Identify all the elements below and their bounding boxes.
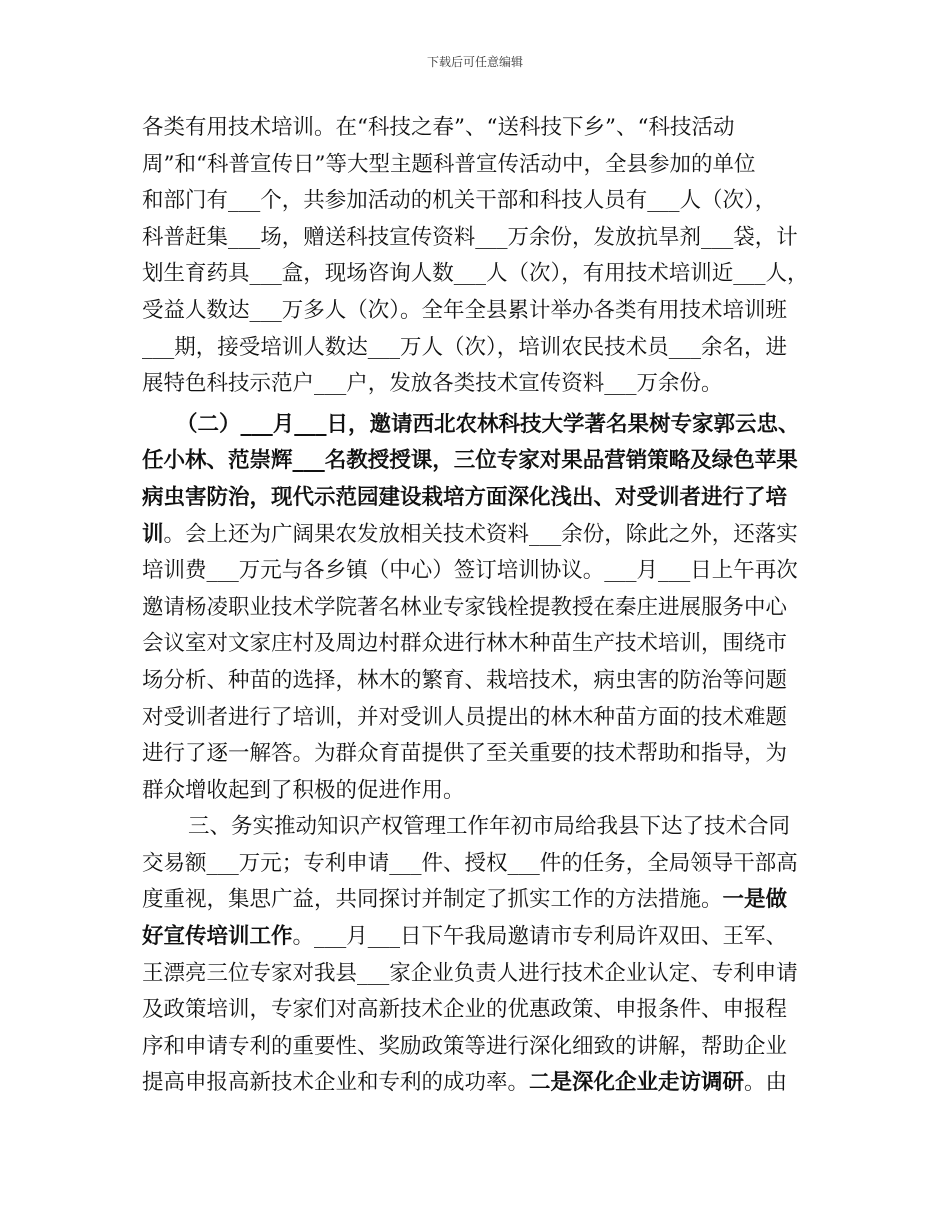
text-line [142, 366, 822, 403]
text-run: 对受训者进行了培训，并对受训人员提出的林木种苗方面的技术难题 [142, 704, 788, 730]
text-line [142, 919, 822, 956]
text-line [142, 663, 822, 700]
text-run: 和部门有___个，共参加活动的机关干部和科技人员有___人（次）， [142, 188, 777, 214]
text-run: 场分析、种苗的选择，林木的繁育、栽培技术，病虫害的防治等问题 [142, 667, 788, 693]
bold-text: 好宣传培训工作 [142, 924, 293, 950]
page-header: 下载后可任意编辑 [426, 55, 523, 69]
text-line [142, 590, 822, 627]
bold-text: （二）___月___日，邀请西北农林科技大学著名果树专家郭云忠、 [176, 411, 800, 437]
text-run: 交易额___万元；专利申请___件、授权___件的任务，全局领导干部高 [142, 850, 798, 876]
text-line [142, 480, 822, 517]
bold-text: 训 [142, 521, 164, 547]
text-line [142, 1029, 822, 1066]
text-run: 划生育药具___盒，现场咨询人数___人（次），有用技术培训近___人， [142, 261, 809, 287]
text-line [142, 773, 822, 810]
text-run: ___期，接受培训人数达___万人（次），培训农民技术员___余名，进 [142, 334, 788, 360]
text-line [142, 183, 822, 220]
bold-text: 一是做 [722, 887, 788, 913]
text-line [142, 330, 822, 367]
text-run: 会议室对文家庄村及周边村群众进行林木种苗生产技术培训，围绕市 [142, 631, 788, 657]
text-run: 群众增收起到了积极的促进作用。 [142, 777, 465, 803]
text-run: 科普赶集___场，赠送科技宣传资料___万余份，发放抗旱剂___袋，计 [142, 224, 798, 250]
text-line [142, 846, 822, 883]
text-run: 及政策培训，专家们对高新技术企业的优惠政策、申报条件、申报程 [142, 997, 788, 1023]
text-line [142, 626, 822, 663]
text-run: 。由 [744, 1070, 788, 1096]
text-line [142, 256, 822, 293]
text-run: 。会上还为广阔果农发放相关技术资料___余份，除此之外，还落实 [163, 521, 798, 547]
text-line [142, 147, 822, 184]
text-line [142, 1065, 822, 1102]
text-run: 各类有用技术培训。在“科技之春”、“送科技下乡”、“科技活动 [142, 115, 735, 140]
text-run: 。___月___日下午我局邀请市专利局许双田、王军、 [292, 924, 788, 950]
text-run: 序和申请专利的重要性、奖励政策等进行深化细致的讲解，帮助企业 [142, 1033, 788, 1059]
text-line [142, 443, 822, 480]
text-run: 展特色科技示范户___户，发放各类技术宣传资料___万余份。 [142, 371, 723, 397]
text-run: 提高申报高新技术企业和专利的成功率。 [142, 1070, 530, 1096]
text-line [142, 700, 822, 737]
text-line [142, 736, 822, 773]
text-line [142, 882, 822, 919]
text-line [142, 517, 822, 554]
text-run: 邀请杨凌职业技术学院著名林业专家钱栓提教授在秦庄进展服务中心 [142, 594, 788, 620]
text-line [142, 293, 822, 330]
bold-text: 二是深化企业走访调研 [529, 1070, 745, 1096]
text-line [142, 220, 822, 257]
text-run: 受益人数达___万多人（次）。全年全县累计举办各类有用技术培训班 [142, 297, 788, 323]
bold-text: 病虫害防治，现代示范园建设栽培方面深化浅出、对受训者进行了培 [142, 484, 788, 510]
text-run: 王漂亮三位专家对我县___家企业负责人进行技术企业认定、专利申请 [142, 960, 798, 986]
text-line [142, 809, 822, 846]
text-line [142, 992, 822, 1029]
text-line [142, 110, 822, 147]
document-body [142, 110, 822, 1102]
text-line [142, 956, 822, 993]
text-run: 进行了逐一解答。为群众育苗提供了至关重要的技术帮助和指导，为 [142, 741, 788, 767]
text-run: 三、务实推动知识产权管理工作年初市局给我县下达了技术合同 [188, 814, 791, 840]
text-line [142, 553, 822, 590]
text-run: 度重视，集思广益，共同探讨并制定了抓实工作的方法措施。 [142, 887, 723, 913]
bold-text: 任小林、范崇辉___名教授授课，三位专家对果品营销策略及绿色苹果 [142, 448, 798, 474]
text-line [142, 407, 822, 444]
text-run: 培训费___万元与各乡镇（中心）签订培训协议。___月___日上午再次 [142, 558, 798, 584]
text-run: 周”和“科普宣传日”等大型主题科普宣传活动中，全县参加的单位 [142, 151, 756, 177]
